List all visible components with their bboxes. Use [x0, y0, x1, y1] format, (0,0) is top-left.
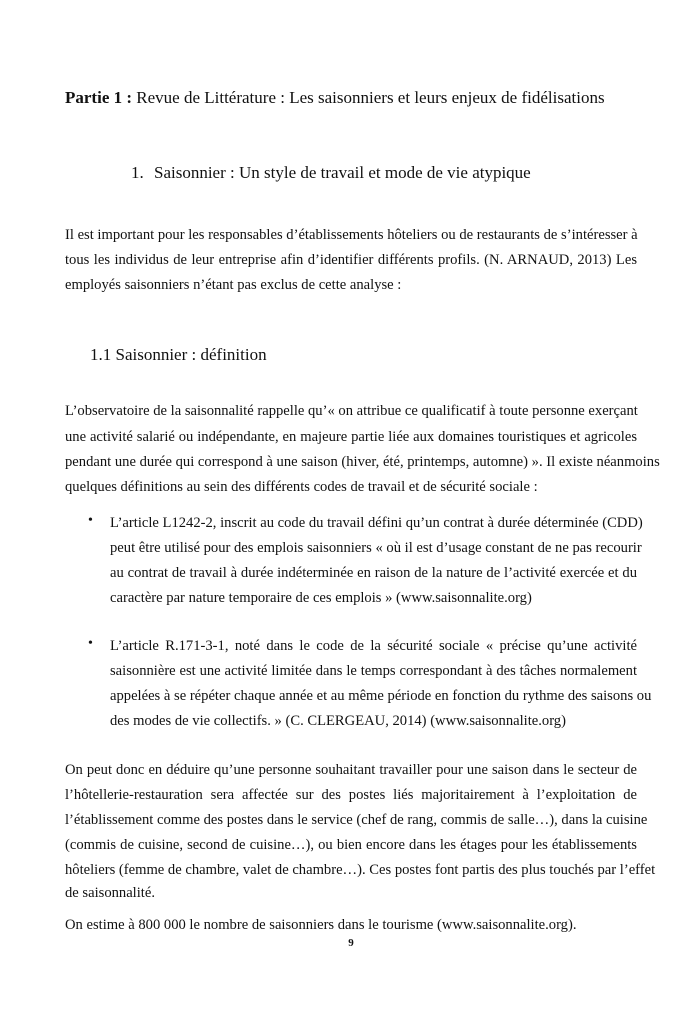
paragraph-4: On estime à 800 000 le nombre de saisonniers dans le tourisme (www.saisonnalite.org).: [65, 917, 577, 933]
text-line: employés saisonniers n’étant pas exclus de cette analyse :: [65, 277, 402, 293]
title-rest: Revue de Littérature : Les saisonniers et leurs enjeux de fidélisations: [132, 88, 605, 107]
text-line: appelées à se répéter chaque année et au même période en fonction du rythme des saisons ou: [110, 688, 652, 704]
text-line: tous les individus de leur entreprise afin d’identifier différents profils. (N. ARNAUD, 2013) Les: [65, 252, 637, 268]
text-line: L’article L1242-2, inscrit au code du travail défini qu’un contrat à durée déterminée (CDD): [110, 515, 643, 531]
text-line: Il est important pour les responsables d’établissements hôteliers ou de restaurants de s’intéresser à: [65, 227, 638, 243]
text-line: pendant une durée qui correspond à une saison (hiver, été, printemps, automne) ». Il existe néanmoins: [65, 454, 660, 470]
page-number: 9: [348, 937, 354, 949]
page-title: [65, 85, 605, 110]
text-line: peut être utilisé pour des emplois saisonniers « où il est d’usage constant de ne pas recourir: [110, 540, 642, 556]
text-line: une activité salarié ou indépendante, en majeure partie liée aux domaines touristiques et agricoles: [65, 429, 637, 445]
section-heading-1: [131, 160, 531, 185]
text-line: (commis de cuisine, second de cuisine…), ou bien encore dans les étages pour les établissements: [65, 837, 637, 853]
text-line: hôteliers (femme de chambre, valet de chambre…). Ces postes font partis des plus touchés par l’effet: [65, 862, 656, 878]
text-line: des modes de vie collectifs. » (C. CLERGEAU, 2014) (www.saisonnalite.org): [110, 713, 566, 729]
section-number: 1.: [131, 163, 144, 182]
text-line: l’établissement comme des postes dans le service (chef de rang, commis de salle…), dans la cuisine: [65, 812, 648, 828]
text-line: au contrat de travail à durée indéterminée en raison de la nature de l’activité exercée et du: [110, 565, 637, 581]
section-text: Saisonnier : Un style de travail et mode de vie atypique: [154, 163, 531, 182]
text-line: caractère par nature temporaire de ces emplois » (www.saisonnalite.org): [110, 590, 532, 606]
section-heading-1-1: 1.1 Saisonnier : définition: [90, 345, 267, 364]
text-line: l’hôtellerie-restauration sera affectée sur des postes liés majoritairement à l’exploitation de: [65, 787, 637, 803]
text-line: de saisonnalité.: [65, 885, 155, 901]
text-line: quelques définitions au sein des différents codes de travail et de sécurité sociale :: [65, 479, 538, 495]
title-bold: Partie 1 :: [65, 88, 133, 107]
bullet-icon: •: [88, 513, 93, 528]
text-line: L’observatoire de la saisonnalité rappelle qu’« on attribue ce qualificatif à toute personne exerçant: [65, 403, 638, 419]
text-line: saisonnière est une activité limitée dans le temps correspondant à des tâches normalement: [110, 663, 637, 679]
bullet-icon: •: [88, 636, 93, 651]
text-line: L’article R.171-3-1, noté dans le code de la sécurité sociale « précise qu’une activité: [110, 638, 637, 654]
text-line: On peut donc en déduire qu’une personne souhaitant travailler pour une saison dans le secteur de: [65, 762, 637, 778]
